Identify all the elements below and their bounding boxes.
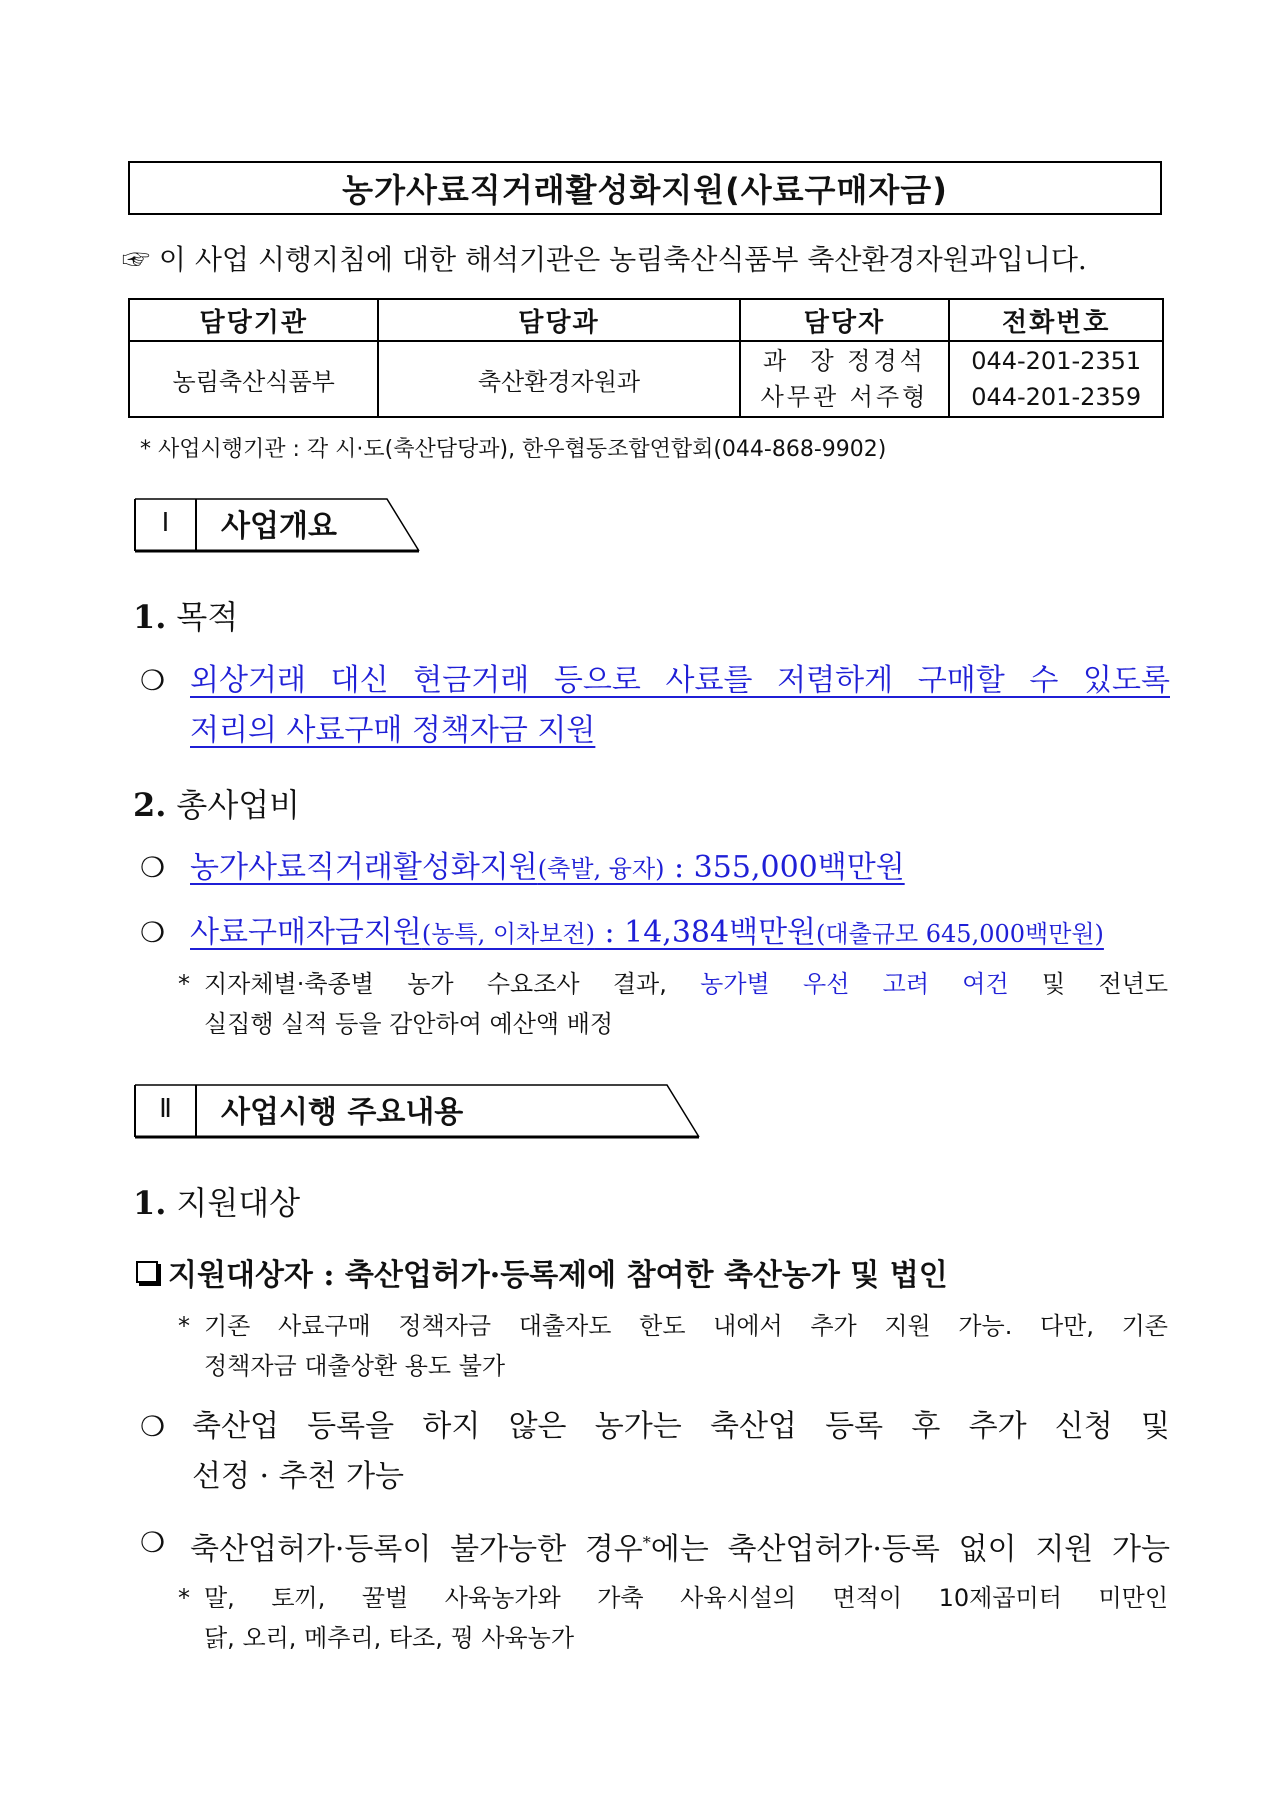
pointing-hand-icon: ☞ bbox=[122, 243, 151, 276]
budget-1-name: 농가사료직거래활성화지원 bbox=[190, 850, 538, 885]
purpose-bullet bbox=[140, 656, 1170, 756]
person-1: 과 장 정경석 bbox=[763, 347, 926, 375]
header-phone: 전화번호 bbox=[949, 299, 1163, 341]
cell-persons bbox=[740, 341, 950, 417]
exemption-note-line-1: 말, 토끼, 꿀벌 사육농가와 가축 사육시설의 면적이 10제곱미터 미만인 bbox=[204, 1584, 1168, 1612]
budget-note-part-b: 농가별 우선 고려 여건 bbox=[700, 970, 1009, 998]
heading-budget: 2. 총사업비 bbox=[133, 786, 301, 824]
budget-note-line-2: 실집행 실적 등을 감안하여 예산액 배정 bbox=[204, 1010, 614, 1038]
header-agency: 담당기관 bbox=[129, 299, 378, 341]
registration-bullet bbox=[140, 1402, 1170, 1502]
budget-note-part-c: 및 전년도 bbox=[1041, 970, 1169, 998]
section-number: Ⅱ bbox=[159, 1094, 172, 1124]
exemption-text-a: 축산업허가·등록이 불가능한 경우 bbox=[190, 1532, 643, 1567]
person-2: 사무관 서주형 bbox=[760, 383, 929, 411]
target-note-line-2: 정책자금 대출상환 용도 불가 bbox=[204, 1352, 506, 1380]
circle-bullet-icon: ❍ bbox=[140, 851, 166, 884]
phone-2: 044-201-2359 bbox=[971, 383, 1142, 411]
document-title: 농가사료직거래활성화지원(사료구매자금) bbox=[128, 161, 1162, 215]
section-title: 사업시행 주요내용 bbox=[221, 1095, 464, 1130]
section-header-1 bbox=[133, 497, 423, 555]
notice-text: 이 사업 시행지침에 대한 해석기관은 농림축산식품부 축산환경자원과입니다. bbox=[158, 243, 1087, 276]
cell-phones bbox=[949, 341, 1163, 417]
circle-bullet-icon: ❍ bbox=[140, 664, 166, 697]
registration-line-1: 축산업 등록을 하지 않은 농가는 축산업 등록 후 추가 신청 및 bbox=[192, 1409, 1170, 1444]
heading-purpose: 1. 목적 bbox=[133, 598, 239, 636]
cell-department: 축산환경자원과 bbox=[378, 341, 739, 417]
cell-agency: 농림축산식품부 bbox=[129, 341, 378, 417]
purpose-line-1: 외상거래 대신 현금거래 등으로 사료를 저렴하게 구매할 수 있도록 bbox=[190, 663, 1170, 698]
exemption-note: * 말, 토끼, 꿀벌 사육농가와 가축 사육시설의 면적이 10제곱미터 미만인 닭, 오리, 메추리, 타조, 꿩 사육농가 bbox=[178, 1578, 1168, 1660]
exec-agency-note: * 사업시행기관 : 각 시·도(축산담당과), 한우협동조합연합회(044-868-9902) bbox=[140, 437, 887, 462]
target-note: * 기존 사료구매 정책자금 대출자도 한도 내에서 추가 지원 가능. 다만, 기존 정책자금 대출상환 용도 불가 bbox=[178, 1306, 1168, 1388]
section-title: 사업개요 bbox=[221, 509, 337, 544]
budget-2-name: 사료구매자금지원 bbox=[190, 915, 422, 950]
exemption-bullet bbox=[140, 1518, 1170, 1568]
circle-bullet-icon: ❍ bbox=[140, 1410, 166, 1443]
table-row bbox=[129, 341, 1163, 417]
purpose-line-2: 저리의 사료구매 정책자금 지원 bbox=[190, 713, 596, 748]
circle-bullet-icon: ❍ bbox=[140, 916, 166, 949]
table-header-row bbox=[129, 299, 1163, 341]
header-person: 담당자 bbox=[740, 299, 950, 341]
budget-bullet-2 bbox=[140, 908, 1170, 958]
heading-target: 1. 지원대상 bbox=[133, 1184, 301, 1222]
contact-table bbox=[128, 298, 1164, 418]
budget-2-loan-scale: (대출규모 645,000백만원) bbox=[816, 920, 1104, 948]
exemption-footnote-mark: * bbox=[642, 1533, 651, 1552]
target-text: 지원대상자 : 축산업허가·등록제에 참여한 축산농가 및 법인 bbox=[168, 1258, 948, 1293]
interpretation-notice bbox=[122, 238, 1162, 278]
budget-note: * 지자체별·축종별 농가 수요조사 결과, 농가별 우선 고려 여건 및 전년도 실집행 실적 등을 감안하여 예산액 배정 bbox=[178, 964, 1168, 1046]
section-header-2 bbox=[133, 1083, 703, 1141]
registration-line-2: 선정 · 추천 가능 bbox=[192, 1459, 405, 1494]
exemption-text-b: 에는 축산업허가·등록 없이 지원 가능 bbox=[650, 1532, 1170, 1567]
budget-2-value: : 14,384백만원 bbox=[594, 915, 817, 950]
circle-bullet-icon: ❍ bbox=[140, 1526, 166, 1559]
budget-1-value: : 355,000백만원 bbox=[664, 850, 905, 885]
budget-bullet-1 bbox=[140, 843, 1170, 893]
square-bullet-icon bbox=[136, 1261, 158, 1283]
budget-note-part-a: 지자체별·축종별 농가 수요조사 결과, bbox=[204, 970, 667, 998]
exemption-note-line-2: 닭, 오리, 메추리, 타조, 꿩 사육농가 bbox=[204, 1624, 575, 1652]
header-department: 담당과 bbox=[378, 299, 739, 341]
phone-1: 044-201-2351 bbox=[971, 347, 1142, 375]
section-number: Ⅰ bbox=[161, 508, 170, 538]
target-note-line-1: 기존 사료구매 정책자금 대출자도 한도 내에서 추가 지원 가능. 다만, 기존 bbox=[204, 1312, 1168, 1340]
budget-2-source: (농특, 이차보전) bbox=[421, 920, 595, 948]
budget-1-source: (축발, 융자) bbox=[537, 855, 665, 883]
target-item bbox=[136, 1250, 948, 1294]
